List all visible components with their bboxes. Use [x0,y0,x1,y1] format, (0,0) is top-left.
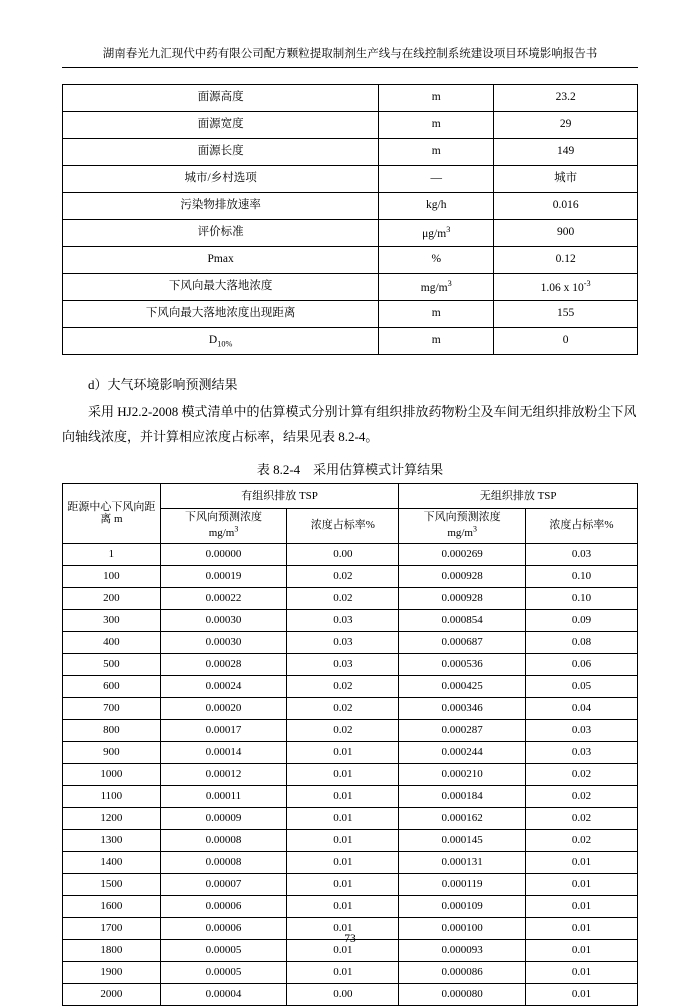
cell-ratio-unorganized: 0.03 [525,543,637,565]
cell-conc-unorganized: 0.000086 [399,961,526,983]
param-name: 污染物排放速率 [63,193,379,220]
header-distance: 距源中心下风向距离 m [63,483,161,543]
table-row [63,587,638,609]
cell-conc-organized: 0.00008 [160,851,287,873]
table-row [63,631,638,653]
cell-conc-unorganized: 0.000287 [399,719,526,741]
param-value: 城市 [494,166,638,193]
table-row [63,983,638,1005]
cell-ratio-organized: 0.01 [287,873,399,895]
table-row [63,961,638,983]
cell-conc-organized: 0.00017 [160,719,287,741]
cell-ratio-unorganized: 0.01 [525,873,637,895]
cell-ratio-organized: 0.02 [287,719,399,741]
cell-distance: 1800 [63,939,161,961]
table-caption: 表 8.2-4 采用估算模式计算结果 [256,461,444,477]
header-conc-unit: $mg/m^3$ [208,524,239,539]
cell-conc-unorganized: 0.000269 [399,543,526,565]
param-name: 面源宽度 [63,112,379,139]
cell-conc-organized: 0.00009 [160,807,287,829]
table-row [63,220,638,247]
cell-conc-unorganized: 0.000093 [399,939,526,961]
header-conc-unorganized [399,508,526,543]
cell-distance: 800 [63,719,161,741]
param-unit: m [379,112,494,139]
cell-ratio-organized: 0.01 [287,917,399,939]
source-parameters-table [62,84,638,355]
page-header: 湖南春光九汇现代中药有限公司配方颗粒提取制剂生产线与在线控制系统建设项目环境影响报告书 [62,46,638,68]
cell-ratio-unorganized: 0.09 [525,609,637,631]
cell-conc-unorganized: 0.000536 [399,653,526,675]
cell-ratio-organized: 0.01 [287,895,399,917]
cell-conc-organized: 0.00004 [160,983,287,1005]
param-value: 0.12 [494,247,638,274]
table-row [63,565,638,587]
cell-conc-organized: 0.00000 [160,543,287,565]
param-name: 面源长度 [63,139,379,166]
param-name: 面源高度 [63,85,379,112]
cell-distance: 1200 [63,807,161,829]
header-conc-label: 下风向预测浓度 [185,510,262,523]
cell-ratio-unorganized: 0.08 [525,631,637,653]
cell-ratio-unorganized: 0.02 [525,785,637,807]
cell-conc-unorganized: 0.000687 [399,631,526,653]
cell-conc-unorganized: 0.000131 [399,851,526,873]
table-header-row [63,483,638,508]
cell-conc-unorganized: 0.000184 [399,785,526,807]
cell-conc-organized: 0.00022 [160,587,287,609]
param-value: 149 [494,139,638,166]
cell-distance: 900 [63,741,161,763]
param-unit: $\mu g/m^3$ [379,220,494,247]
param-unit: $mg/m^3$ [379,274,494,301]
table-row [63,741,638,763]
cell-ratio-organized: 0.01 [287,785,399,807]
cell-ratio-unorganized: 0.01 [525,939,637,961]
table-row [63,785,638,807]
cell-conc-organized: 0.00005 [160,961,287,983]
cell-distance: 1500 [63,873,161,895]
cell-conc-organized: 0.00028 [160,653,287,675]
cell-conc-organized: 0.00020 [160,697,287,719]
cell-conc-unorganized: 0.000854 [399,609,526,631]
table-row [63,675,638,697]
cell-ratio-unorganized: 0.03 [525,741,637,763]
cell-ratio-organized: 0.02 [287,565,399,587]
param-name: $D_{10\%}$ [63,328,379,355]
table-row [63,193,638,220]
param-unit: m [379,139,494,166]
cell-distance: 500 [63,653,161,675]
cell-ratio-unorganized: 0.03 [525,719,637,741]
cell-ratio-organized: 0.00 [287,543,399,565]
cell-conc-organized: 0.00006 [160,917,287,939]
param-value: 900 [494,220,638,247]
param-value: 155 [494,301,638,328]
cell-ratio-unorganized: 0.02 [525,807,637,829]
table-row [63,873,638,895]
table-row [63,274,638,301]
cell-conc-organized: 0.00030 [160,609,287,631]
cell-distance: 700 [63,697,161,719]
cell-ratio-organized: 0.01 [287,741,399,763]
cell-distance: 600 [63,675,161,697]
cell-distance: 1300 [63,829,161,851]
header-ratio-unorganized: 浓度占标率% [525,508,637,543]
table-row [63,166,638,193]
param-name: 下风向最大落地浓度 [63,274,379,301]
cell-ratio-organized: 0.02 [287,697,399,719]
cell-ratio-organized: 0.00 [287,983,399,1005]
cell-conc-organized: 0.00007 [160,873,287,895]
body-paragraph: 采用 HJ2.2-2008 模式清单中的估算模式分别计算有组织排放药物粉尘及车间无组织排放粉尘下风向轴线浓度，并计算相应浓度占标率，结果见表 8.2-4。 [62,404,637,444]
table-row [63,653,638,675]
table-row [63,112,638,139]
table-row [63,247,638,274]
cell-distance: 1600 [63,895,161,917]
estimation-results-table [62,483,638,1006]
cell-ratio-unorganized: 0.06 [525,653,637,675]
param-value: 1.06 x $10^{-3}$ [494,274,638,301]
param-value: 0.016 [494,193,638,220]
cell-ratio-unorganized: 0.01 [525,851,637,873]
param-unit: % [379,247,494,274]
header-conc-unit: $mg/m^3$ [447,524,477,539]
cell-conc-organized: 0.00014 [160,741,287,763]
cell-distance: 1900 [63,961,161,983]
cell-distance: 1400 [63,851,161,873]
cell-distance: 100 [63,565,161,587]
param-unit: kg/h [379,193,494,220]
param-name: 下风向最大落地浓度出现距离 [63,301,379,328]
cell-ratio-organized: 0.01 [287,851,399,873]
header-conc-organized [160,508,287,543]
table-row [63,763,638,785]
header-ratio-organized: 浓度占标率% [287,508,399,543]
cell-conc-organized: 0.00012 [160,763,287,785]
cell-conc-unorganized: 0.000425 [399,675,526,697]
cell-conc-organized: 0.00024 [160,675,287,697]
page-number: 73 [344,933,356,945]
cell-ratio-unorganized: 0.04 [525,697,637,719]
cell-distance: 1 [63,543,161,565]
param-name: 城市/乡村选项 [63,166,379,193]
header-group-organized: 有组织排放 TSP [160,483,399,508]
cell-conc-organized: 0.00008 [160,829,287,851]
table-row [63,85,638,112]
cell-distance: 1100 [63,785,161,807]
param-unit: m [379,328,494,355]
table-row [63,829,638,851]
cell-conc-organized: 0.00005 [160,939,287,961]
cell-ratio-organized: 0.03 [287,653,399,675]
cell-ratio-unorganized: 0.01 [525,961,637,983]
cell-conc-unorganized: 0.000145 [399,829,526,851]
header-group-unorganized: 无组织排放 TSP [399,483,638,508]
cell-ratio-unorganized: 0.01 [525,917,637,939]
table-row [63,139,638,166]
table-row [63,807,638,829]
cell-ratio-unorganized: 0.01 [525,895,637,917]
param-value: 0 [494,328,638,355]
param-value: 23.2 [494,85,638,112]
cell-ratio-organized: 0.01 [287,829,399,851]
param-value: 29 [494,112,638,139]
table-row [63,851,638,873]
cell-ratio-unorganized: 0.05 [525,675,637,697]
cell-distance: 1000 [63,763,161,785]
cell-ratio-organized: 0.03 [287,631,399,653]
cell-ratio-organized: 0.01 [287,961,399,983]
param-name: Pmax [63,247,379,274]
cell-ratio-organized: 0.01 [287,939,399,961]
cell-conc-organized: 0.00011 [160,785,287,807]
param-unit: m [379,85,494,112]
table-row [63,609,638,631]
cell-distance: 300 [63,609,161,631]
param-unit: — [379,166,494,193]
cell-ratio-unorganized: 0.02 [525,829,637,851]
cell-conc-unorganized: 0.000928 [399,565,526,587]
param-unit: m [379,301,494,328]
table-row [63,301,638,328]
table-row [63,543,638,565]
cell-ratio-organized: 0.01 [287,763,399,785]
table-row [63,328,638,355]
section-heading-d: d）大气环境影响预测结果 [88,377,238,393]
cell-conc-organized: 0.00019 [160,565,287,587]
cell-conc-organized: 0.00006 [160,895,287,917]
cell-distance: 200 [63,587,161,609]
cell-ratio-unorganized: 0.02 [525,763,637,785]
table-row [63,895,638,917]
param-name: 评价标准 [63,220,379,247]
cell-conc-organized: 0.00030 [160,631,287,653]
header-conc-label: 下风向预测浓度 [423,510,501,523]
cell-conc-unorganized: 0.000928 [399,587,526,609]
cell-conc-unorganized: 0.000080 [399,983,526,1005]
cell-conc-unorganized: 0.000244 [399,741,526,763]
cell-distance: 2000 [63,983,161,1005]
table-row [63,697,638,719]
cell-conc-unorganized: 0.000119 [399,873,526,895]
cell-ratio-organized: 0.02 [287,587,399,609]
cell-ratio-unorganized: 0.10 [525,587,637,609]
cell-conc-unorganized: 0.000100 [399,917,526,939]
cell-ratio-unorganized: 0.10 [525,565,637,587]
cell-distance: 1700 [63,917,161,939]
cell-conc-unorganized: 0.000346 [399,697,526,719]
source-parameters-body [63,85,638,355]
estimation-results-body [63,483,638,1005]
cell-distance: 400 [63,631,161,653]
cell-conc-unorganized: 0.000210 [399,763,526,785]
cell-ratio-organized: 0.03 [287,609,399,631]
cell-conc-unorganized: 0.000109 [399,895,526,917]
cell-ratio-organized: 0.01 [287,807,399,829]
cell-conc-unorganized: 0.000162 [399,807,526,829]
cell-ratio-unorganized: 0.01 [525,983,637,1005]
cell-ratio-organized: 0.02 [287,675,399,697]
table-row [63,719,638,741]
